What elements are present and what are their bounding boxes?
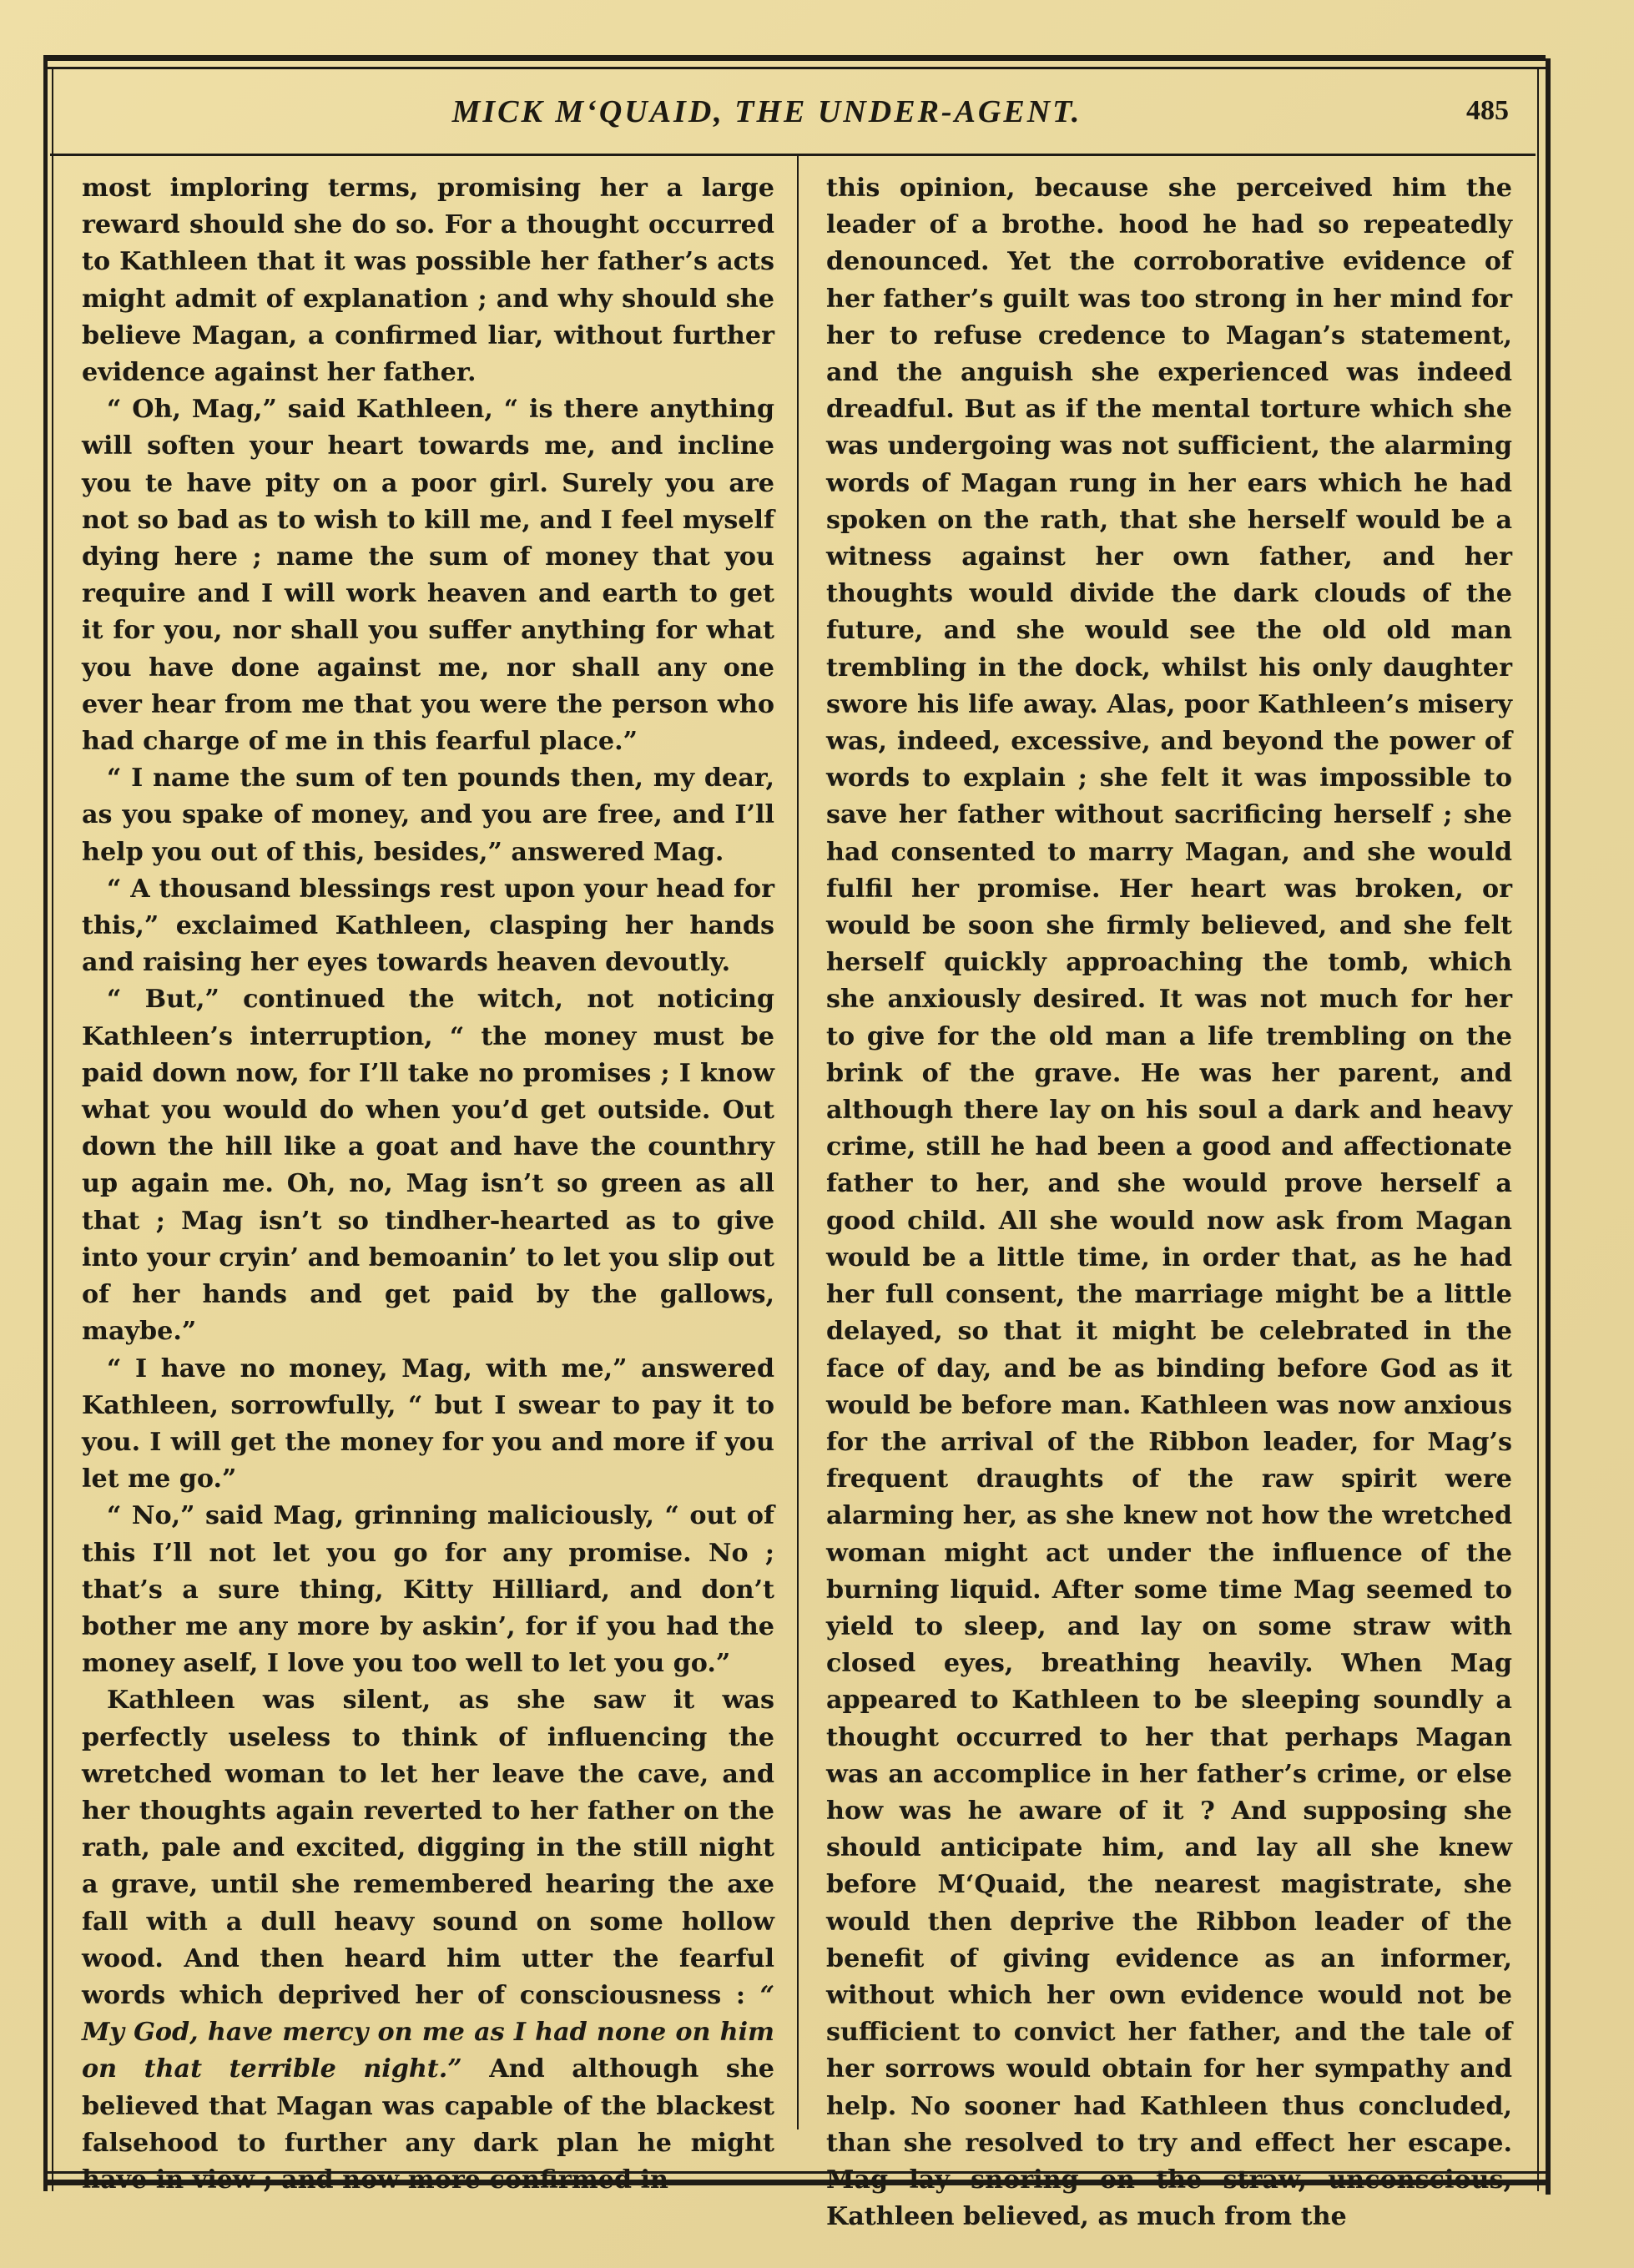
top-rule-thick bbox=[43, 55, 1546, 61]
page-header bbox=[75, 93, 1509, 144]
paragraph: “ I have no money, Mag, with me,” answered Kathleen, sorrowfully, “ but I swear to pay it to you. I will get the money for you and more if you let me go.” bbox=[82, 1353, 774, 1494]
left-frame-rule-inner bbox=[52, 67, 53, 2191]
right-frame-rule-outer bbox=[1546, 58, 1551, 2195]
header-underline bbox=[50, 154, 1536, 156]
paragraph-with-quote bbox=[82, 1682, 774, 2199]
running-title: MICK M‘QUAID, THE UNDER-AGENT. bbox=[451, 94, 1082, 129]
paragraph-tail: And although she believed that Magan was capable of the blackest falsehood to further any dark plan he might have in view ; and now more confirmed in bbox=[82, 2054, 774, 2195]
right-frame-rule-inner bbox=[1537, 67, 1539, 2191]
paragraph: most imploring terms, promising her a large reward should she do so. For a thought occurred to Kathleen that it was possible her father’s acts might admit of explanation ; and why should she believe Magan, a confirmed liar, without further evidence against her father. bbox=[82, 174, 774, 388]
right-column bbox=[826, 170, 1512, 2232]
column-divider bbox=[797, 155, 799, 2129]
page-number: 485 bbox=[1466, 95, 1509, 126]
paragraph: “ Oh, Mag,” said Kathleen, “ is there anything will soften your heart towards me, and incline you te have pity on a poor girl. Surely you are not so bad as to wish to kill me, and I feel myself dying here ; name the sum of money that you require and I will work heaven and earth to get it for you, nor shall you suffer anything for what you have done against me, nor shall any one ever hear from me that you were the person who had charge of me in this fearful place.” bbox=[82, 395, 774, 757]
italic-quote: “ My God, have mercy on me as I had none on him on that terrible night.” bbox=[82, 1980, 774, 2084]
paragraph-text: Kathleen was silent, as she saw it was perfectly useless to think of influencing the wretched woman to let her leave the cave, and her thoughts again reverted to her father on the rath, pale and excited, digging in the still night a grave, until she remembered hearing the axe fall with a dull heavy sound on some hollow wood. And then heard him utter the fearful words which deprived her of consciousness : bbox=[82, 1686, 774, 2010]
paragraph: “ But,” continued the witch, not noticing Kathleen’s interruption, “ the money must be paid down now, for I’ll take no promises ; I know what you would do when you’d get outside. Out down the hill like a goat and have the counthry up again me. Oh, no, Mag isn’t so green as all that ; Mag isn’t so tindher-hearted as to give into your cryin’ and bemoanin’ to let you slip out of her hands and get paid by the gallows, maybe.” bbox=[82, 985, 774, 1347]
top-rule-thin bbox=[43, 67, 1546, 69]
paragraph: this opinion, because she perceived him the leader of a brothe. hood he had so repeatedly denounced. Yet the corroborative evidence of her father’s guilt was too strong in her mind for her to refuse credence to Magan’s statement, and the anguish she experienced was indeed dreadful. But as if the mental torture which she was undergoing was not sufficient, the alarming words of Magan rung in her ears which he had spoken on the rath, that she herself would be a witness against her own father, and her thoughts would divide the dark clouds of the future, and she would see the old old man trembling in the dock, whilst his only daughter swore his life away. Alas, poor Kathleen’s misery was, indeed, excessive, and beyond the power of words to explain ; she felt it was impossible to save her father without sacrificing herself ; she had consented to marry Magan, and she would fulfil her promise. Her heart was broken, or would be soon she firmly believed, and she felt herself quickly approaching the tomb, which she anxiously desired. It was not much for her to give for the old man a life trembling on the brink of the grave. He was her parent, and although there lay on his soul a dark and heavy crime, still he had been a good and affectionate father to her, and she would prove herself a good child. All she would now ask from Magan would be a little time, in order that, as he had her full consent, the marriage might be a little delayed, so that it might be celebrated in the face of day, and be as binding before God as it would be before man. Kathleen was now anxious for the arrival of the Ribbon leader, for Mag’s frequent draughts of the raw spirit were alarming her, as she knew not how the wretched woman might act under the influence of the burning liquid. After some time Mag seemed to yield to sleep, and lay on some straw with closed eyes, breathing heavily. When Mag appeared to Kathleen to be sleeping soundly a thought occurred to her that perhaps Magan was an accomplice in her father’s crime, or else how was he aware of it ? And supposing she should anticipate him, and lay all she knew before M‘Quaid, the nearest magistrate, she would then deprive the Ribbon leader of the benefit of giving evidence as an informer, without which her own evidence would not be sufficient to convict her father, and the tale of her sorrows would obtain for her sympathy and help. No sooner had Kathleen thus concluded, than she resolved to try and effect her escape. Mag lay snoring on the straw, unconscious, Kathleen believed, as much from the bbox=[826, 174, 1512, 2232]
left-frame-rule-outer bbox=[43, 55, 48, 2191]
paragraph: “ I name the sum of ten pounds then, my dear, as you spake of money, and you are free, and I’ll help you out of this, besides,” answered Mag. bbox=[82, 764, 774, 867]
left-column bbox=[82, 170, 774, 2195]
paragraph: “ No,” said Mag, grinning maliciously, “ out of this I’ll not let you go for any promise. No ; that’s a sure thing, Kitty Hilliard, and don’t bother me any more by askin’, for if you had the money aself, I love you too well to let you go.” bbox=[82, 1501, 774, 1679]
paragraph: “ A thousand blessings rest upon your head for this,” exclaimed Kathleen, clasping her hands and raising her eyes towards heaven devoutly. bbox=[82, 874, 774, 978]
